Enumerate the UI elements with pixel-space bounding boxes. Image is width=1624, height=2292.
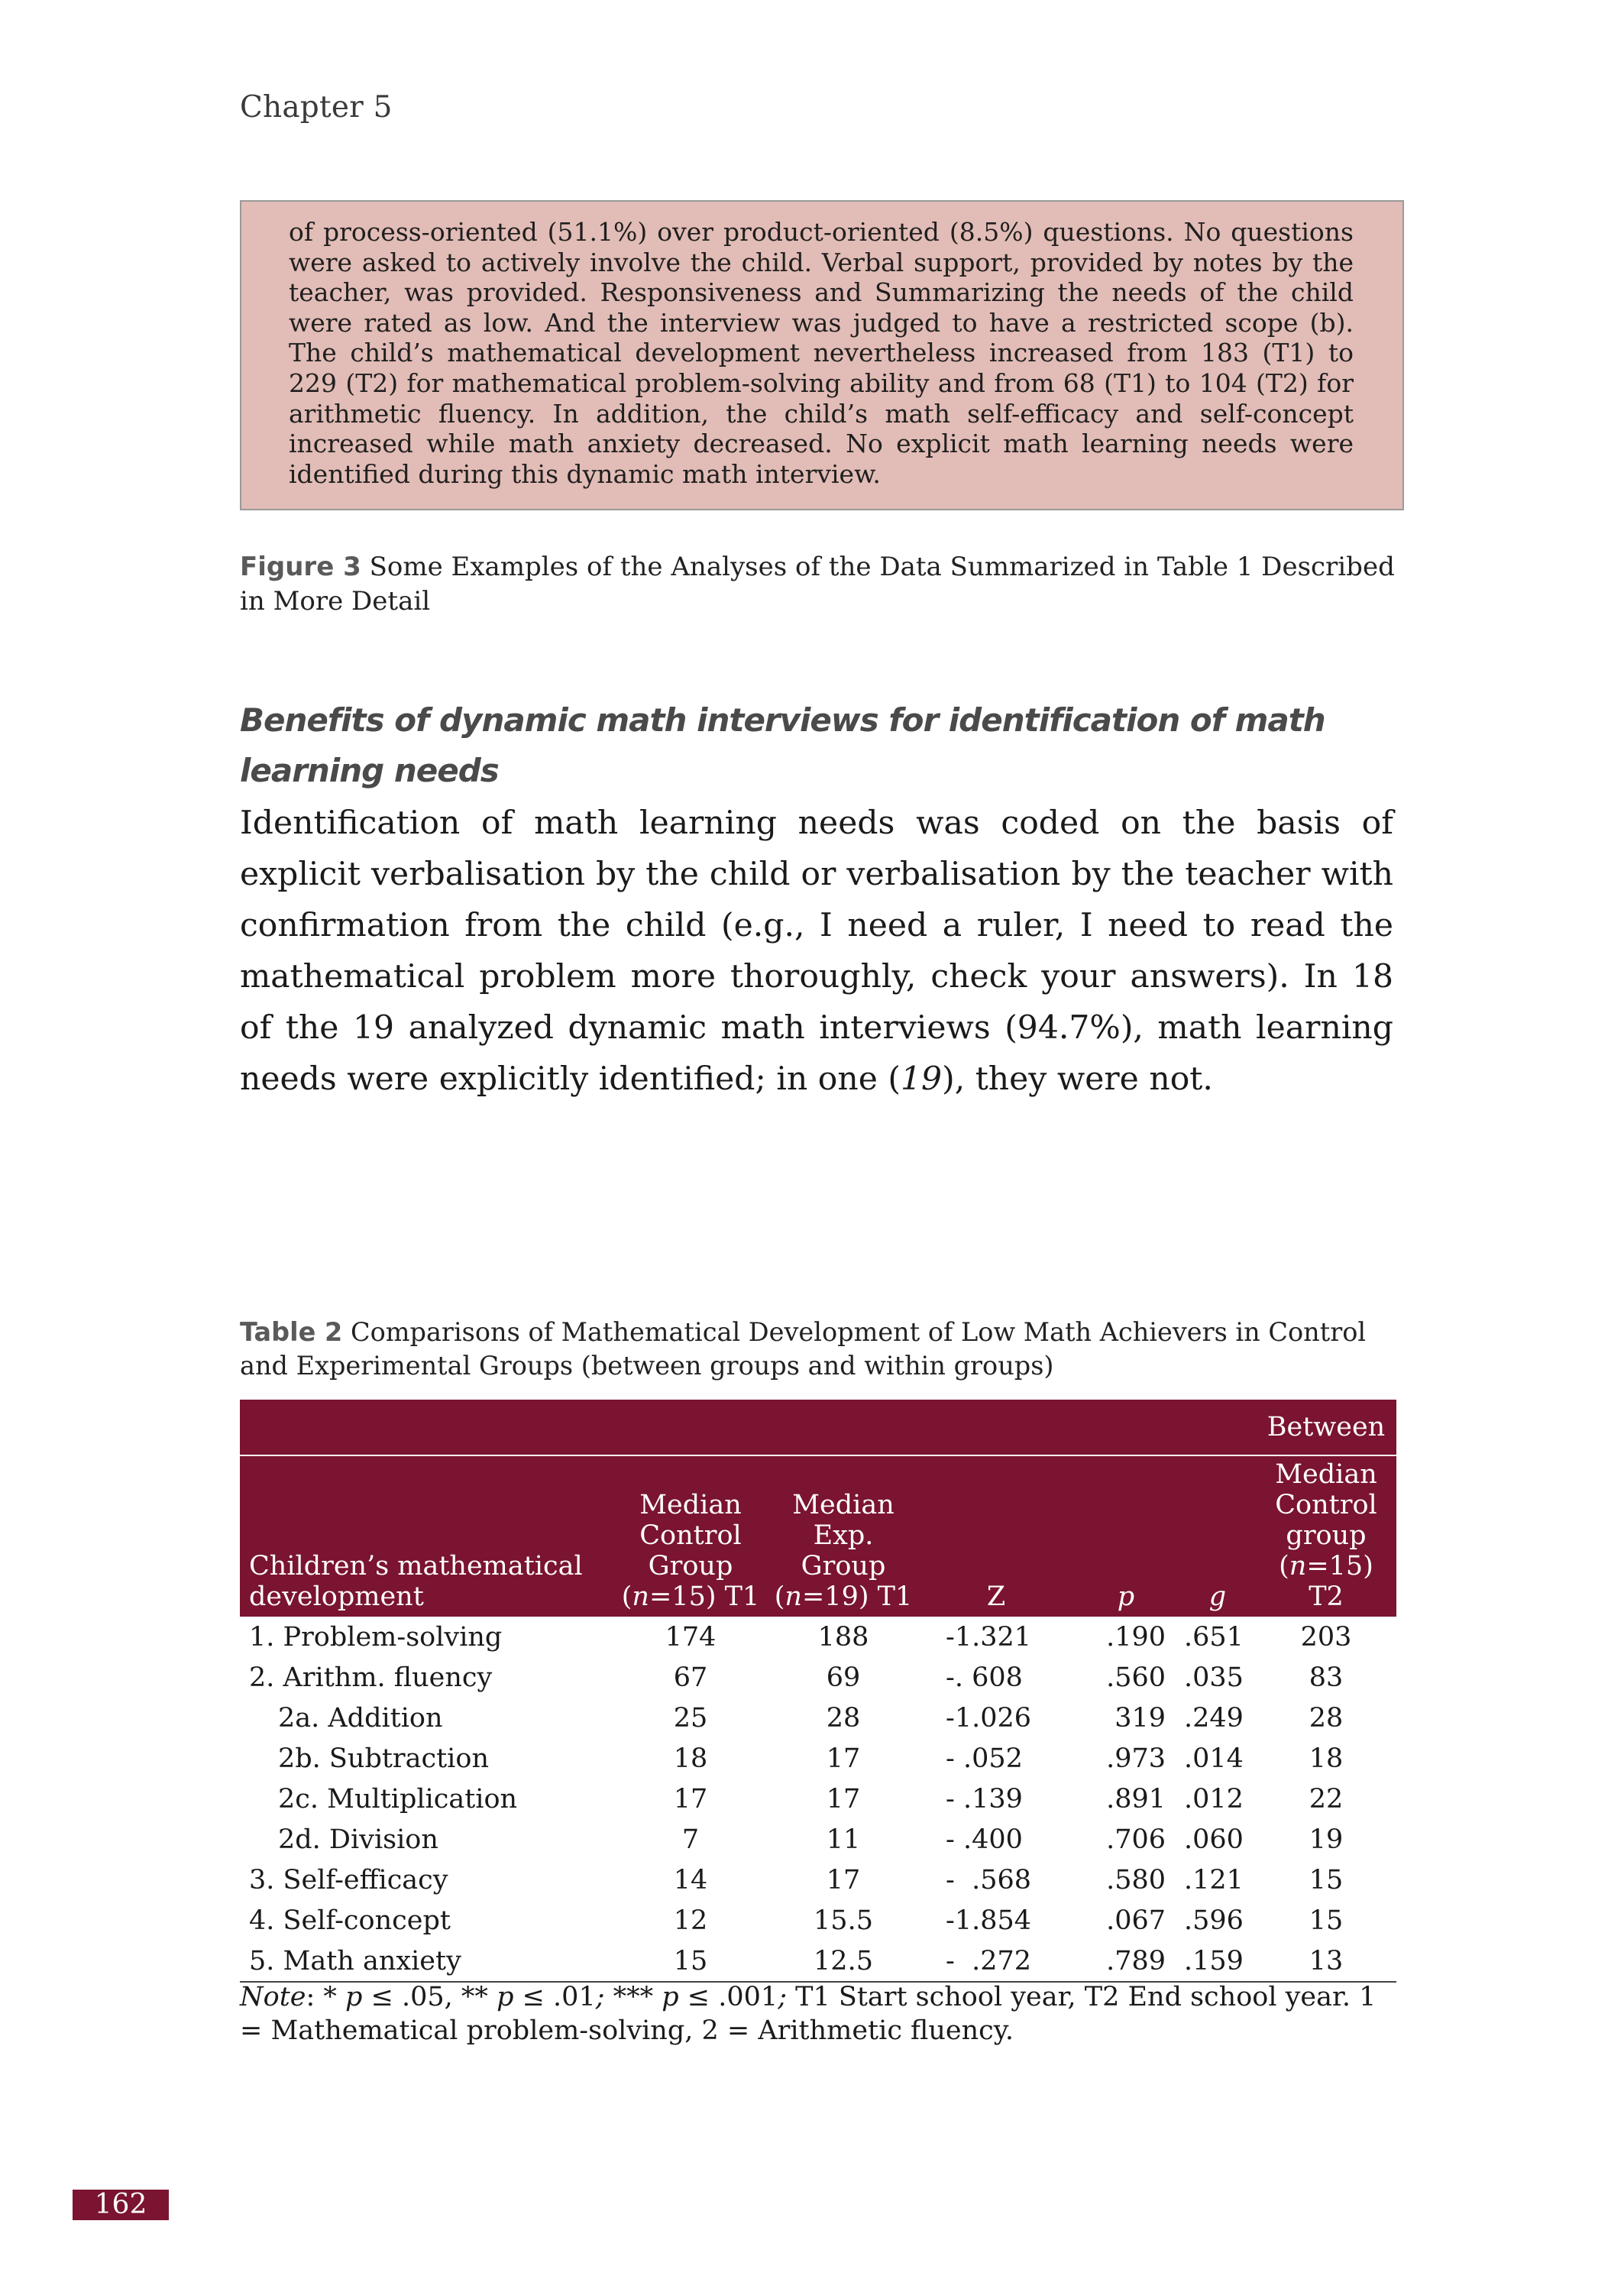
figure-caption-text: Some Examples of the Analyses of the Data Summarized in Table 1 Described in More Detail: [240, 552, 1395, 617]
row-label: 2b. Subtraction: [278, 1743, 489, 1774]
cell-control-t2: 15: [1309, 1905, 1344, 1936]
col-header-p: p: [1072, 1455, 1179, 1617]
cell-control-t1: 15: [614, 1941, 767, 1982]
cell-z: - .139: [946, 1783, 1023, 1814]
row-label: 1. Problem-solving: [249, 1621, 503, 1653]
col-header-development: Children’s mathematical development: [240, 1455, 614, 1617]
table-column-header-row: [240, 1455, 1396, 1617]
cell-z: -1.026: [946, 1702, 1032, 1734]
cell-control-t2: 15: [1309, 1864, 1344, 1895]
cell-p: 319: [1114, 1702, 1166, 1734]
figure-label: Figure 3: [240, 552, 361, 582]
cell-p: .789: [1072, 1941, 1179, 1982]
body-text-part-1: Identification of math learning needs was coded on the basis of explicit verbalisation by the child or verbalisation by the teacher with confirmation from the child (e.g., I need a ruler, I need to read the mathematical problem more thoroughly, check your answers). In 18 of the 19 analyzed dynamic math interviews (94.7%), math learning needs were explicitly identified; in one (: [240, 804, 1393, 1098]
cell-exp-t1: 28: [826, 1702, 861, 1734]
highlight-box: [240, 200, 1404, 510]
cell-p: .973: [1106, 1743, 1166, 1774]
cell-exp-t1: 15.5: [814, 1905, 873, 1936]
table-row: [240, 1941, 1396, 1982]
table-row: [240, 1738, 1396, 1779]
cell-z: - .272: [920, 1941, 1072, 1982]
cell-control-t1: 12: [673, 1905, 708, 1936]
row-label: 2c. Multiplication: [278, 1783, 518, 1814]
col-header-control-t1: Median Control Group (n=15) T1: [614, 1455, 767, 1617]
cell-exp-t1: 69: [826, 1662, 861, 1693]
results-table: [240, 1400, 1396, 1983]
cell-control-t2: 18: [1309, 1743, 1344, 1774]
cell-z: -1.854: [946, 1905, 1032, 1936]
cell-p: .891: [1106, 1783, 1166, 1814]
table-row: [240, 1617, 1396, 1657]
between-header: Between: [1256, 1400, 1396, 1455]
cell-control-t2: 83: [1309, 1662, 1344, 1693]
cell-p: .190: [1106, 1621, 1166, 1653]
table-row: [240, 1900, 1396, 1941]
cell-z: -1.321: [946, 1621, 1032, 1653]
cell-z: - .400: [946, 1824, 1023, 1855]
page-number: 162: [73, 2190, 169, 2220]
cell-p: .067: [1106, 1905, 1166, 1936]
body-paragraph: [240, 798, 1393, 1105]
cell-control-t1: 174: [665, 1621, 717, 1653]
row-label: 2. Arithm. fluency: [249, 1662, 493, 1693]
cell-control-t2: 28: [1309, 1702, 1344, 1734]
box-text: of process-oriented (51.1%) over product-oriented (8.5%) questions. No questions were asked to actively involve the child. Verbal support, provided by notes by the teacher, was provided. Responsiveness and Summarizing the needs of the child were rated as low. And the interview was judged to have a restricted scope (b). The child’s mathematical development nevertheless increased from 183 (T1) to 229 (T2) for mathematical problem-solving ability and from 68 (T1) to 104 (T2) for arithmetic fluency. In addition, the child’s math self-efficacy and self-concept increased while math anxiety decreased. No explicit math learning needs were identified during this dynamic math interview.: [289, 217, 1354, 489]
cell-g: .014: [1184, 1743, 1244, 1774]
cell-g: .121: [1184, 1864, 1244, 1895]
row-label: 2a. Addition: [278, 1702, 443, 1734]
cell-control-t2: 19: [1309, 1824, 1344, 1855]
section-heading: Benefits of dynamic math interviews for identification of math learning needs: [240, 701, 1325, 789]
col-header-z: Z: [920, 1455, 1072, 1617]
table-caption: [240, 1316, 1406, 1383]
table-caption-text: Comparisons of Mathematical Development of Low Math Achievers in Control and Experimental Groups (between groups and within groups): [240, 1317, 1367, 1381]
table-label: Table 2: [240, 1317, 343, 1347]
cell-g: .012: [1184, 1783, 1244, 1814]
table-group-header-row: [240, 1400, 1396, 1455]
cell-z: - .568: [946, 1864, 1032, 1895]
cell-exp-t1: 188: [817, 1621, 869, 1653]
table-body: [240, 1617, 1396, 1982]
cell-control-t2: 13: [1256, 1941, 1396, 1982]
row-label: 3. Self-efficacy: [249, 1864, 448, 1895]
table-row: [240, 1657, 1396, 1698]
cell-control-t1: 25: [673, 1702, 708, 1734]
cell-z: -. 608: [946, 1662, 1023, 1693]
results-table-wrap: [240, 1400, 1396, 1983]
cell-control-t1: 18: [673, 1743, 708, 1774]
cell-z: - .052: [946, 1743, 1023, 1774]
cell-control-t1: 17: [673, 1783, 708, 1814]
cell-g: .249: [1184, 1702, 1244, 1734]
row-label: 4. Self-concept: [249, 1905, 451, 1936]
cell-g: .060: [1184, 1824, 1244, 1855]
figure-caption: [240, 550, 1406, 619]
cell-p: .706: [1106, 1824, 1166, 1855]
table-row: [240, 1779, 1396, 1819]
row-label: 5. Math anxiety: [240, 1941, 614, 1982]
cell-g: .651: [1184, 1621, 1244, 1653]
cell-exp-t1: 11: [826, 1824, 861, 1855]
col-header-exp-t1: Median Exp. Group (n=19) T1: [767, 1455, 920, 1617]
cell-exp-t1: 12.5: [767, 1941, 920, 1982]
col-header-g: g: [1179, 1455, 1256, 1617]
cell-control-t1: 14: [673, 1864, 708, 1895]
cell-g: .596: [1184, 1905, 1244, 1936]
table-row: [240, 1860, 1396, 1900]
table-row: [240, 1698, 1396, 1738]
table-note: Note: * p ≤ .05, ** p ≤ .01; *** p ≤ .001; T1 Start school year, T2 End school year. 1 = Mathematical problem-solving, 2 = Arithmetic fluency.: [240, 1982, 1377, 2046]
body-italic-ref: 19: [901, 1060, 943, 1098]
cell-p: .580: [1106, 1864, 1166, 1895]
cell-control-t2: 203: [1300, 1621, 1352, 1653]
running-head: Chapter 5: [240, 90, 393, 125]
col-header-control-t2: Median Control group (n=15) T2: [1256, 1455, 1396, 1617]
row-label: 2d. Division: [278, 1824, 438, 1855]
cell-g: .035: [1184, 1662, 1244, 1693]
cell-control-t1: 7: [681, 1824, 700, 1855]
cell-g: .159: [1179, 1941, 1256, 1982]
cell-exp-t1: 17: [826, 1864, 861, 1895]
table-row: [240, 1819, 1396, 1860]
cell-control-t1: 67: [673, 1662, 708, 1693]
cell-p: .560: [1106, 1662, 1166, 1693]
cell-control-t2: 22: [1309, 1783, 1344, 1814]
cell-exp-t1: 17: [826, 1743, 861, 1774]
cell-exp-t1: 17: [826, 1783, 861, 1814]
body-text-part-2: ), they were not.: [942, 1060, 1213, 1098]
